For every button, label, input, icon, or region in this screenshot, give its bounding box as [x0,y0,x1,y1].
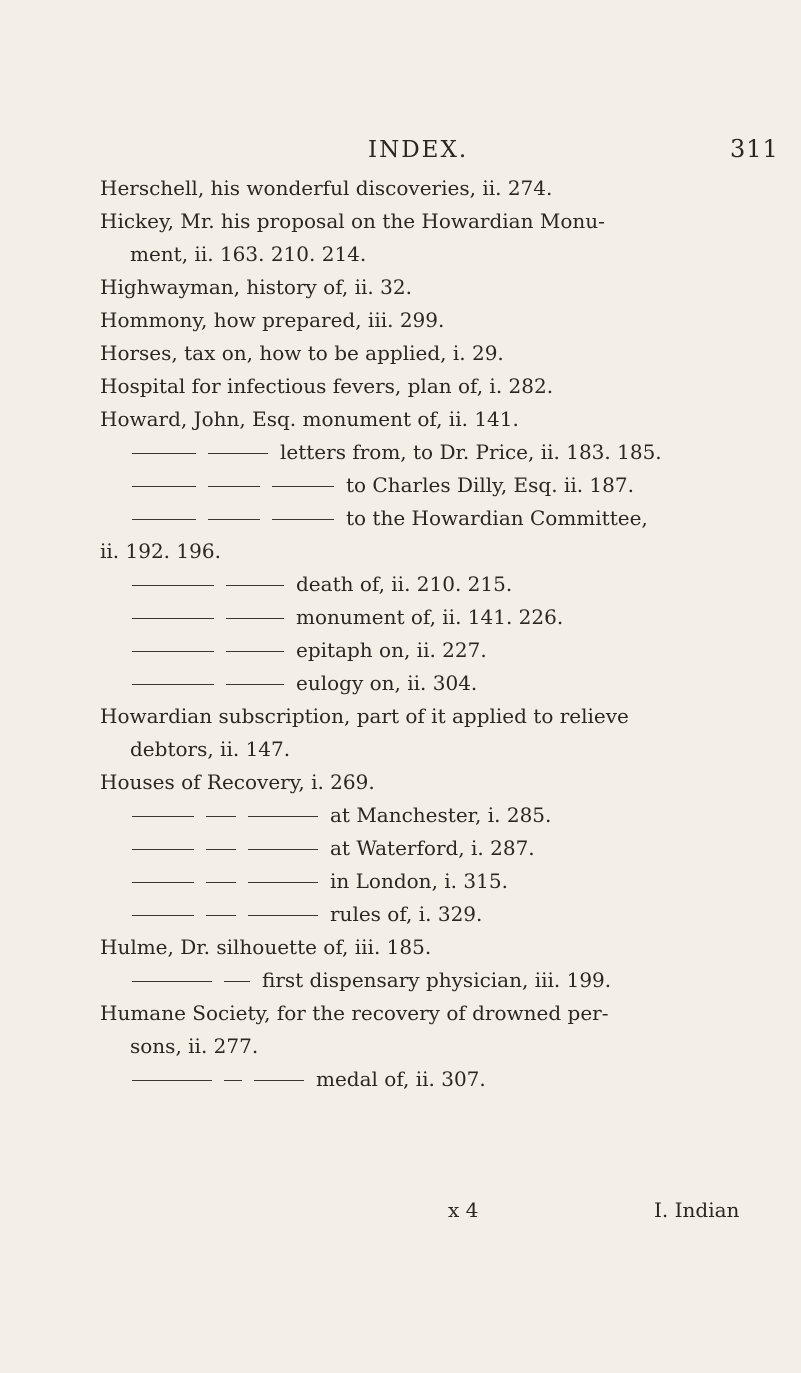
index-entry-continuation: sons, ii. 277. [130,1034,259,1058]
index-entry-continuation: ment, ii. 163. 210. 214. [130,242,367,266]
index-subentry: epitaph on, ii. 227. [132,633,487,667]
catchword: I. Indian [654,1198,740,1222]
running-header: INDEX. [368,137,469,163]
index-entry-continuation: ii. 192. 196. [100,539,221,563]
index-entry: Hickey, Mr. his proposal on the Howardian Monu- [100,209,605,233]
index-entry: Herschell, his wonderful discoveries, ii. 274. [100,176,553,200]
index-subentry: at Waterford, i. 287. [132,831,535,865]
index-subentry: monument of, ii. 141. 226. [132,600,563,634]
index-entry-continuation: debtors, ii. 147. [130,737,291,761]
index-subentry: eulogy on, ii. 304. [132,666,477,700]
index-entry: Hulme, Dr. silhouette of, iii. 185. [100,935,432,959]
index-subentry: first dispensary physician, iii. 199. [132,963,611,997]
signature-mark: x 4 [448,1198,479,1222]
index-entry: Horses, tax on, how to be applied, i. 29. [100,341,504,365]
index-subentry: rules of, i. 329. [132,897,482,931]
page-number: 311 [730,135,779,163]
index-subentry: death of, ii. 210. 215. [132,567,512,601]
index-entry: Houses of Recovery, i. 269. [100,770,375,794]
index-entry: Howardian subscription, part of it applied to relieve [100,704,629,728]
index-entry: Humane Society, for the recovery of drowned per- [100,1001,609,1025]
index-subentry: medal of, ii. 307. [132,1062,486,1096]
index-entry: Highwayman, history of, ii. 32. [100,275,412,299]
index-subentry: letters from, to Dr. Price, ii. 183. 185. [132,435,662,469]
index-entry: Howard, John, Esq. monument of, ii. 141. [100,407,519,431]
index-subentry: in London, i. 315. [132,864,508,898]
index-subentry: to Charles Dilly, Esq. ii. 187. [132,468,634,502]
index-entry: Hospital for infectious fevers, plan of, i. 282. [100,374,554,398]
index-subentry: to the Howardian Committee, [132,501,648,535]
index-subentry: at Manchester, i. 285. [132,798,551,832]
index-entry: Hommony, how prepared, iii. 299. [100,308,445,332]
